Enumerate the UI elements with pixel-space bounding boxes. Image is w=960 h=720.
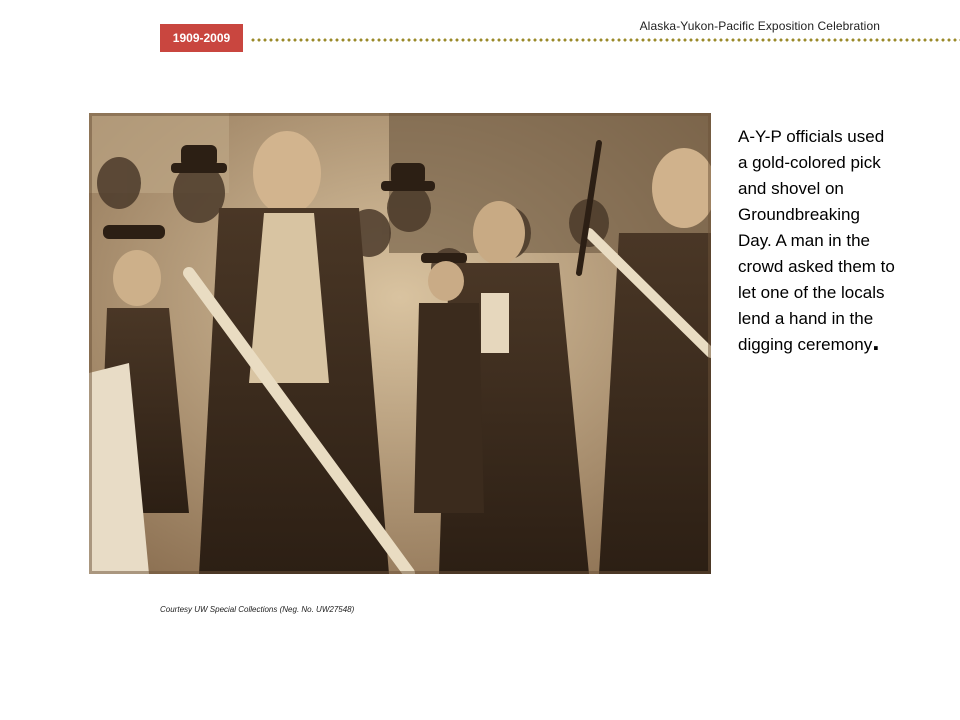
caption-text: A-Y-P officials used a gold-colored pick and shovel on Groundbreaking Day. A man in the crowd asked them to let one of the locals lend a hand in the digging ceremony	[738, 127, 895, 354]
caption-period: .	[872, 326, 880, 356]
header-title: Alaska-Yukon-Pacific Exposition Celebration	[639, 19, 880, 33]
sepia-photo-illustration	[89, 113, 711, 574]
caption-paragraph	[738, 124, 898, 358]
year-badge: 1909-2009	[160, 24, 243, 52]
dotted-rule	[250, 38, 960, 42]
groundbreaking-photo	[89, 113, 711, 574]
photo-credit: Courtesy UW Special Collections (Neg. No. UW27548)	[160, 605, 355, 614]
